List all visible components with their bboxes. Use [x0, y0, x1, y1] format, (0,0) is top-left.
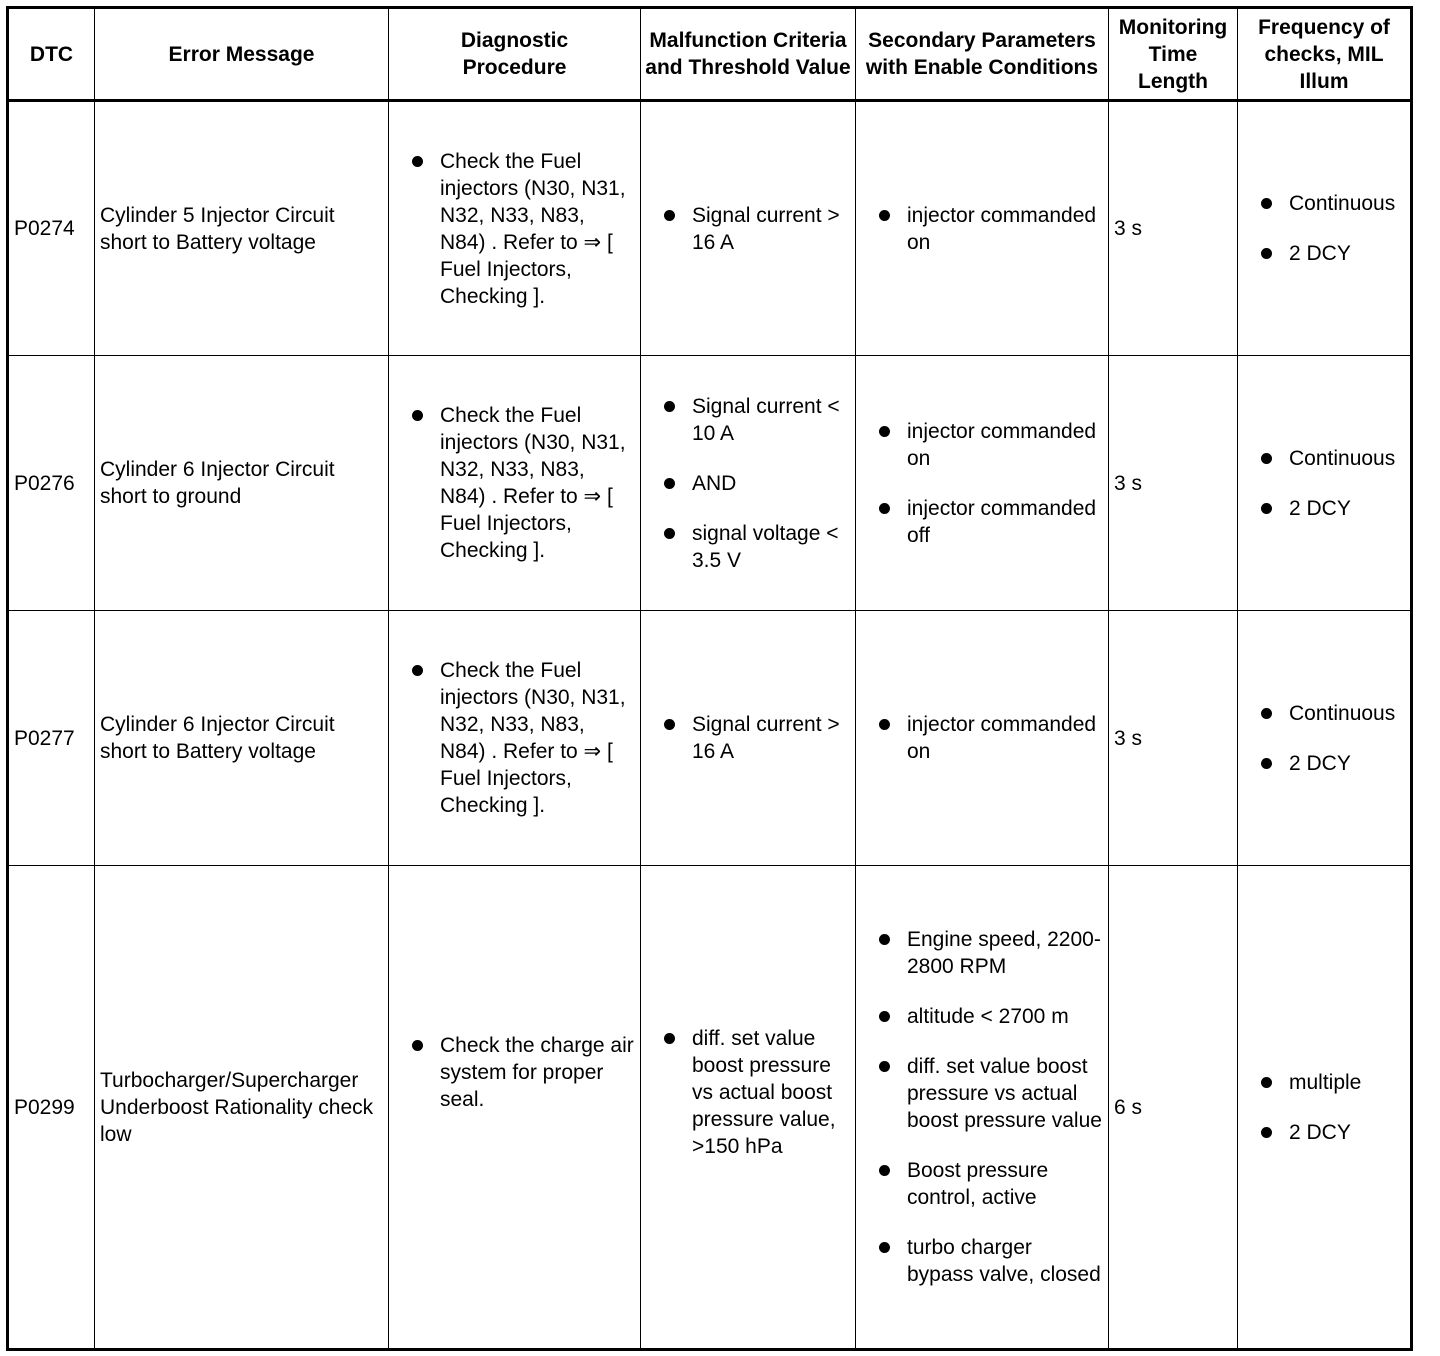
monitoring-time: 6 s — [1109, 866, 1238, 1350]
diagnostic-procedure — [389, 611, 641, 866]
monitoring-time: 3 s — [1109, 356, 1238, 611]
list-item: Check the Fuel injectors (N30, N31, N32, N33, N83, N84) . Refer to ⇒ [ Fuel Injectors, Checking ]. — [394, 402, 636, 564]
diagnostic-procedure — [389, 356, 641, 611]
list-item: Engine speed, 2200-2800 RPM — [861, 926, 1104, 980]
header-frequency: Frequency of checks, MIL Illum — [1238, 8, 1412, 101]
list-item: injector commanded on — [861, 418, 1104, 472]
list-item: Check the Fuel injectors (N30, N31, N32, N33, N83, N84) . Refer to ⇒ [ Fuel Injectors, Checking ]. — [394, 148, 636, 310]
monitoring-time: 3 s — [1109, 101, 1238, 356]
list-item: multiple — [1243, 1069, 1406, 1096]
list-item: Continuous — [1243, 190, 1406, 217]
dtc-code: P0276 — [8, 356, 95, 611]
list-item: diff. set value boost pressure vs actual boost pressure value — [861, 1053, 1104, 1134]
dtc-code: P0299 — [8, 866, 95, 1350]
list-item: 2 DCY — [1243, 240, 1406, 267]
table-row — [8, 356, 1412, 611]
header-diagnostic-procedure: Diagnostic Procedure — [389, 8, 641, 101]
list-item: injector commanded on — [861, 202, 1104, 256]
list-item: turbo charger bypass valve, closed — [861, 1234, 1104, 1288]
table-row — [8, 866, 1412, 1350]
frequency — [1238, 101, 1412, 356]
list-item: AND — [646, 470, 851, 497]
diagnostic-procedure — [389, 101, 641, 356]
diagnostic-procedure — [389, 866, 641, 1350]
list-item: Check the Fuel injectors (N30, N31, N32, N33, N83, N84) . Refer to ⇒ [ Fuel Injectors, Checking ]. — [394, 657, 636, 819]
list-item: 2 DCY — [1243, 495, 1406, 522]
header-row — [8, 8, 1412, 101]
frequency — [1238, 866, 1412, 1350]
error-message: Turbocharger/Supercharger Underboost Rationality check low — [95, 866, 389, 1350]
list-item: altitude < 2700 m — [861, 1003, 1104, 1030]
dtc-table — [6, 6, 1413, 1351]
header-monitoring-time: Monitoring Time Length — [1109, 8, 1238, 101]
list-item: Signal current > 16 A — [646, 202, 851, 256]
list-item: signal voltage < 3.5 V — [646, 520, 851, 574]
list-item: Continuous — [1243, 700, 1406, 727]
dtc-code: P0274 — [8, 101, 95, 356]
malfunction-criteria — [641, 866, 856, 1350]
table-row — [8, 101, 1412, 356]
list-item: Boost pressure control, active — [861, 1157, 1104, 1211]
header-secondary-parameters: Secondary Parameters with Enable Conditions — [856, 8, 1109, 101]
table-row — [8, 611, 1412, 866]
list-item: 2 DCY — [1243, 1119, 1406, 1146]
malfunction-criteria — [641, 356, 856, 611]
monitoring-time: 3 s — [1109, 611, 1238, 866]
frequency — [1238, 356, 1412, 611]
secondary-parameters — [856, 101, 1109, 356]
dtc-code: P0277 — [8, 611, 95, 866]
header-error-message: Error Message — [95, 8, 389, 101]
list-item: Check the charge air system for proper seal. — [394, 1032, 636, 1113]
malfunction-criteria — [641, 101, 856, 356]
list-item: Signal current < 10 A — [646, 393, 851, 447]
error-message: Cylinder 6 Injector Circuit short to ground — [95, 356, 389, 611]
list-item: 2 DCY — [1243, 750, 1406, 777]
list-item: injector commanded on — [861, 711, 1104, 765]
error-message: Cylinder 6 Injector Circuit short to Battery voltage — [95, 611, 389, 866]
secondary-parameters — [856, 866, 1109, 1350]
error-message: Cylinder 5 Injector Circuit short to Battery voltage — [95, 101, 389, 356]
list-item: Continuous — [1243, 445, 1406, 472]
header-malfunction-criteria: Malfunction Criteria and Threshold Value — [641, 8, 856, 101]
secondary-parameters — [856, 356, 1109, 611]
frequency — [1238, 611, 1412, 866]
malfunction-criteria — [641, 611, 856, 866]
header-dtc: DTC — [8, 8, 95, 101]
list-item: diff. set value boost pressure vs actual boost pressure value, >150 hPa — [646, 1025, 851, 1160]
list-item: injector commanded off — [861, 495, 1104, 549]
list-item: Signal current > 16 A — [646, 711, 851, 765]
secondary-parameters — [856, 611, 1109, 866]
